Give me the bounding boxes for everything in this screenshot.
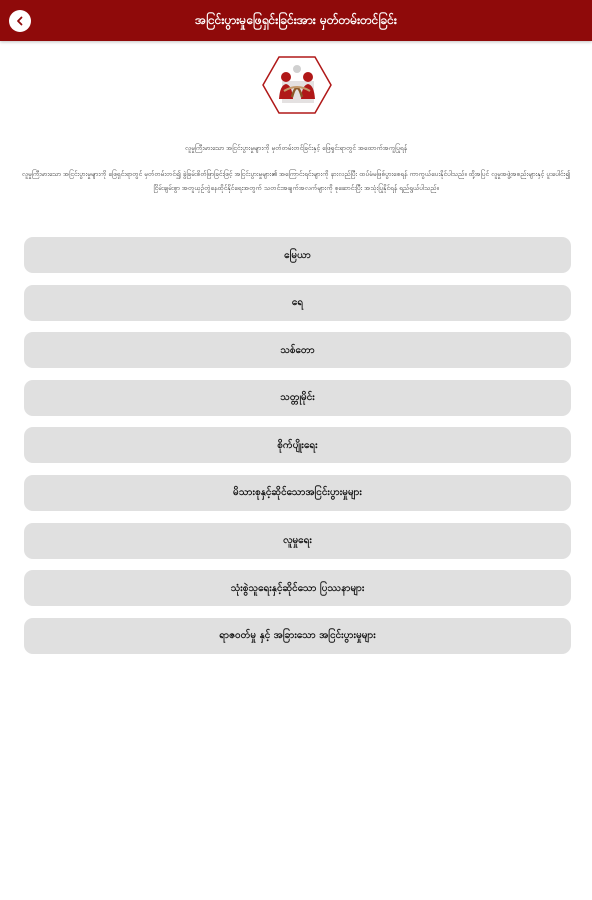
category-menu <box>24 237 571 665</box>
category-button-family-disputes[interactable]: မိသားစုနှင့်ဆိုင်သောအငြင်းပွားမှုများ <box>24 475 571 511</box>
category-button-social[interactable]: လူမှုရေး <box>24 523 571 559</box>
category-button-forest[interactable]: သစ်တော <box>24 332 571 368</box>
category-button-water[interactable]: ရေ <box>24 285 571 321</box>
chevron-left-icon <box>14 15 26 27</box>
back-button[interactable] <box>9 10 31 32</box>
intro-line: လူမှုကြီးမားသော အငြင်းပွားမှုများကို မှတ်တမ်းတင်ခြင်းနှင့် ဖြေရှင်းရာတွင် အထောက်အကူပြုရန် <box>185 144 407 152</box>
intro-paragraph: လူမှုကြီးမားသော အငြင်းပွားမှုများကို ဖြေရှင်းရာတွင် မှတ်တမ်းတင်၍ ခွဲခြမ်းစိတ်ဖြာခြင်းဖြင့် အငြင်းပွားမှုများ၏ အကြောင်းရင်းများကို နားလည်ပြီး ထပ်မံမဖြစ်ပွားစေရန် ကာကွယ်ပေးနိုင်ပါသည်။ ထို့အပြင် လူမှုအဖွဲ့အစည်းများနှင့် ပူးပေါင်း၍ ငြိမ်းချမ်းစွာ အတူယှဉ်တွဲနေထိုင်နိုင်ရေးအတွက် သတင်းအချက်အလက်များကို စုဆောင်းပြီး အသုံးပြုနိုင်ရန် ရည်ရွယ်ပါသည်။ <box>21 170 571 192</box>
category-button-consumer-issues[interactable]: သုံးစွဲသူရေးနှင့်ဆိုင်သော ပြဿနာများ <box>24 570 571 606</box>
category-button-agriculture[interactable]: စိုက်ပျိုးရေး <box>24 427 571 463</box>
page-title: အငြင်းပွားမှုဖြေရှင်းခြင်းအား မှတ်တမ်းတင်ခြင်း <box>195 13 397 27</box>
category-button-mining[interactable]: သတ္တုမိုင်း <box>24 380 571 416</box>
category-button-land[interactable]: မြေယာ <box>24 237 571 273</box>
people-hexagon-logo <box>262 55 332 115</box>
category-button-crime-other[interactable]: ရာဇဝတ်မှု နှင့် အခြားသော အငြင်းပွားမှုများ <box>24 618 571 654</box>
intro-caption <box>20 142 572 154</box>
app-header <box>0 0 592 41</box>
